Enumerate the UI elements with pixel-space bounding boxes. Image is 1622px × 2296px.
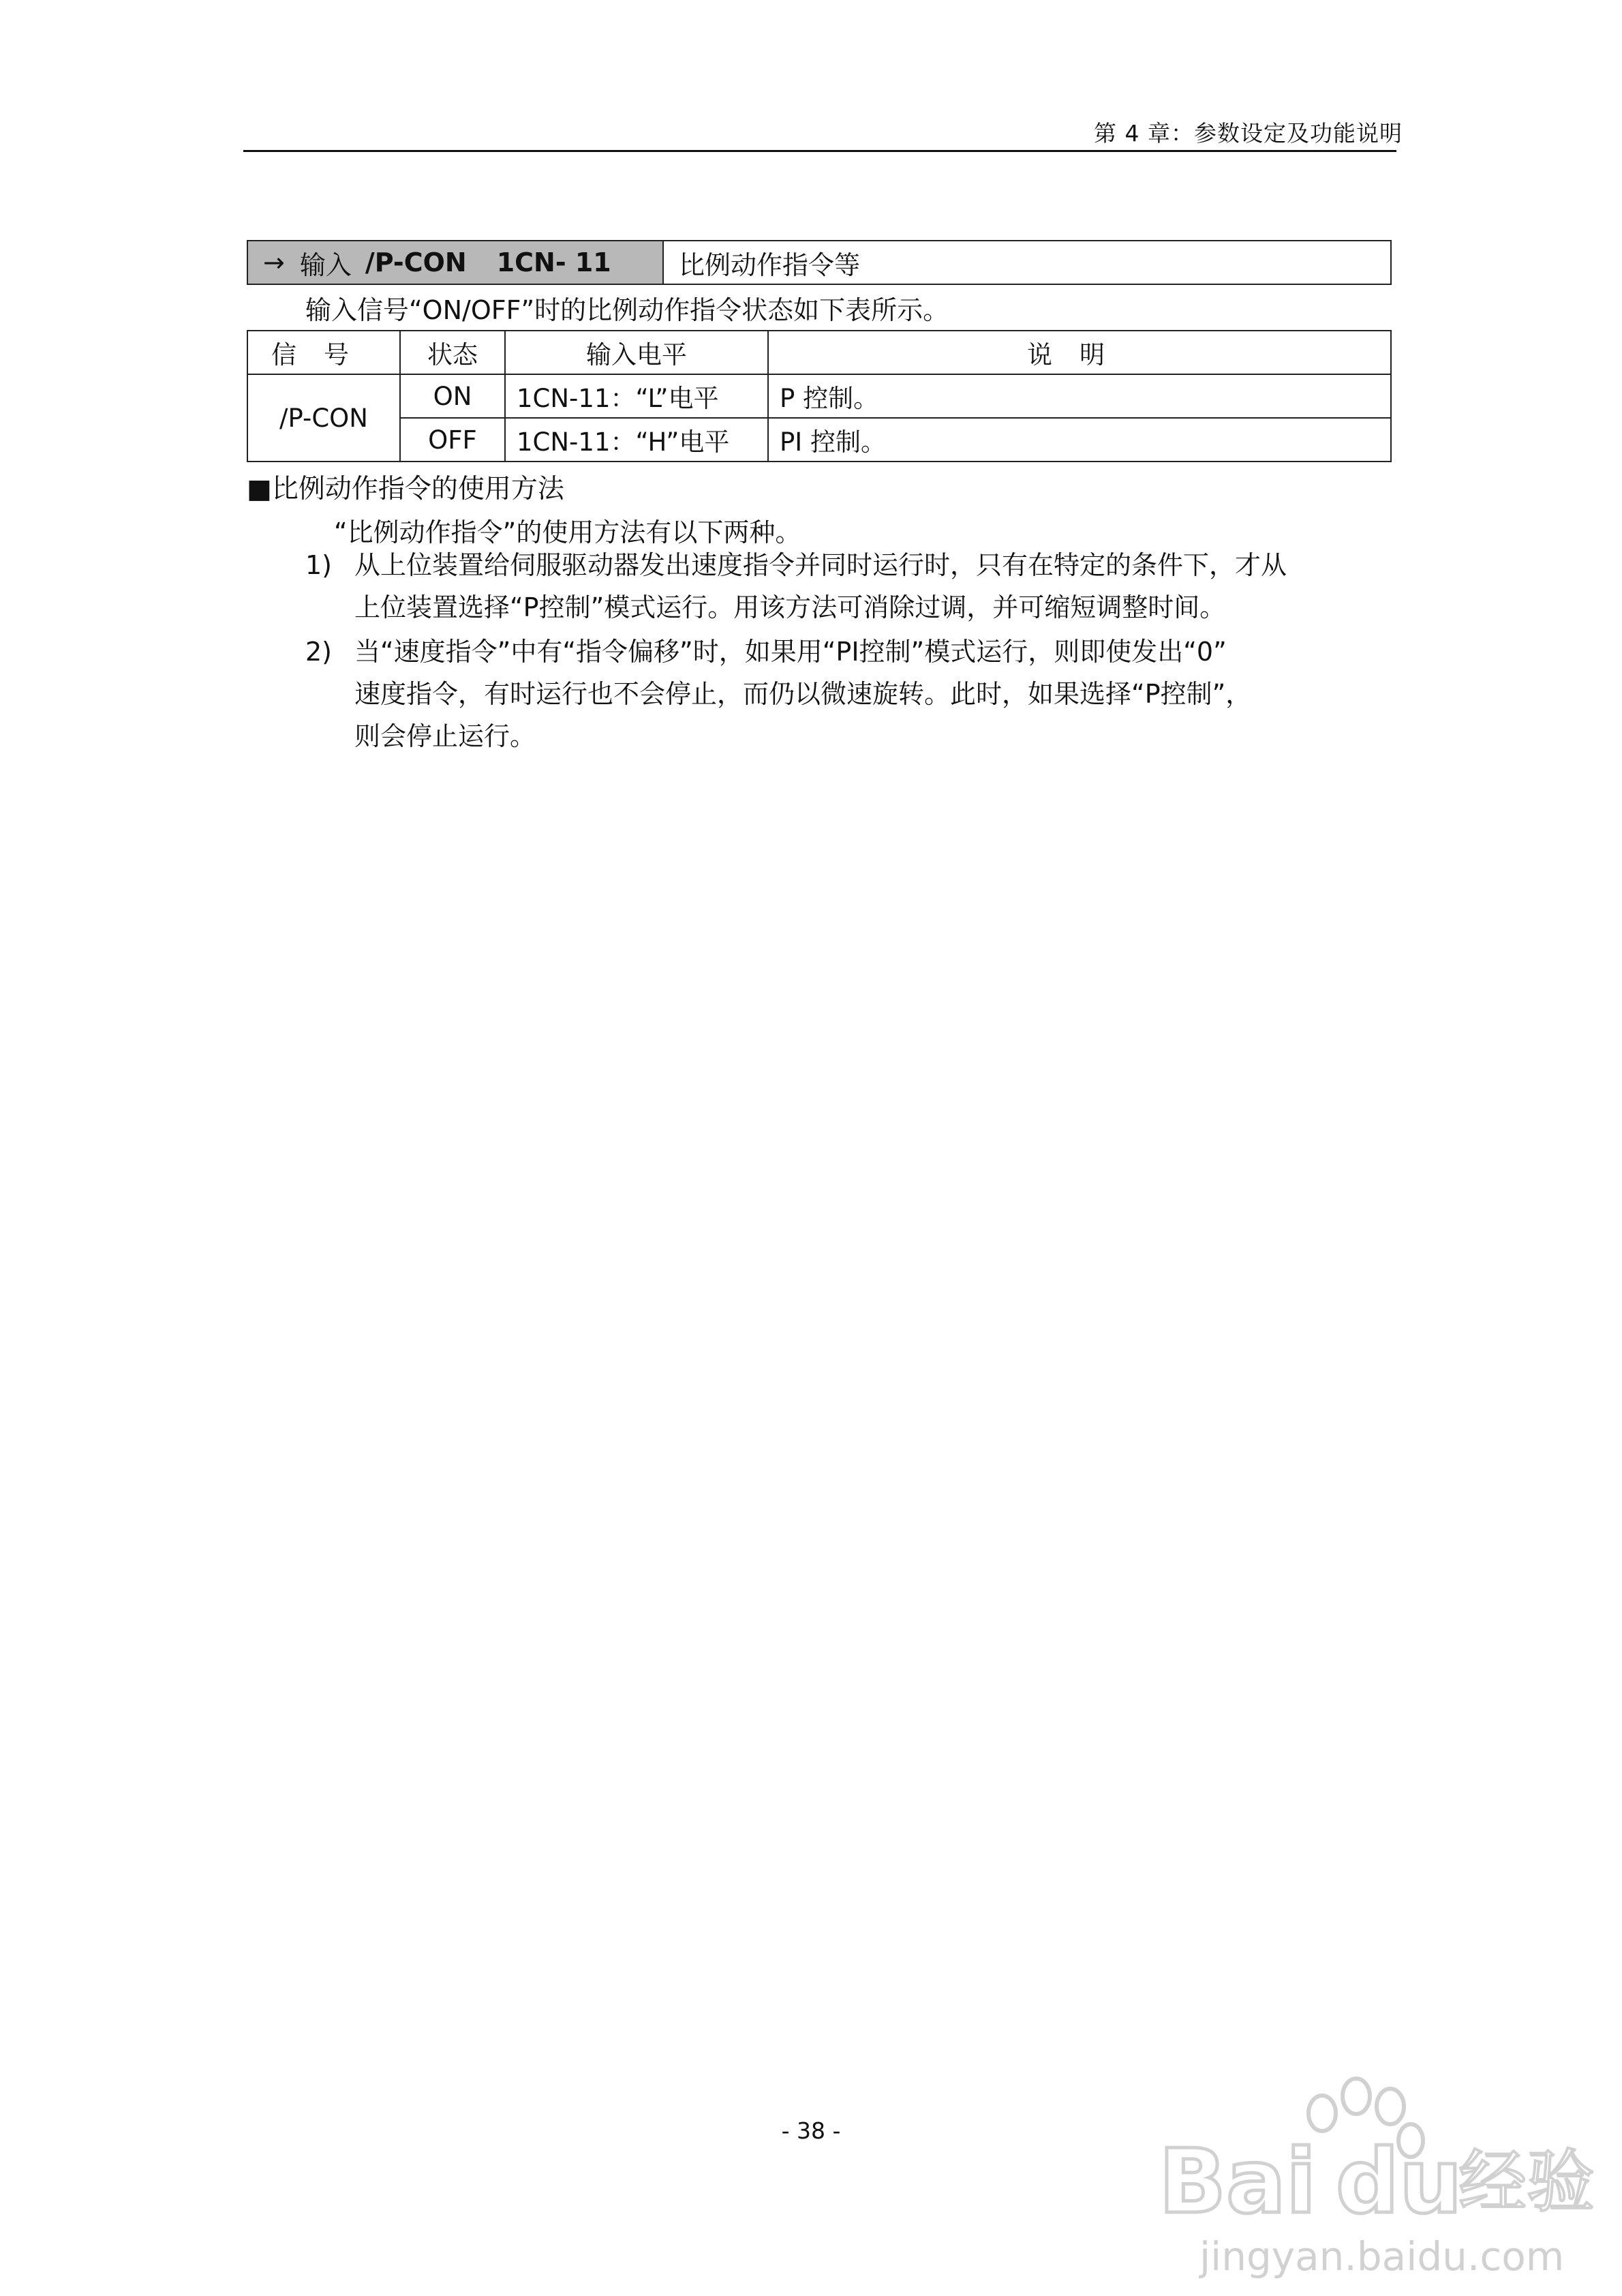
table-row bbox=[247, 418, 1391, 462]
state-cell: OFF bbox=[400, 418, 505, 462]
section-lead: “比例动作指令”的使用方法有以下两种。 bbox=[334, 517, 801, 547]
table-row bbox=[247, 374, 1391, 418]
signal-table bbox=[247, 330, 1392, 462]
text-line: 当“速度指令”中有“指令偏移”时，如果用“PI控制”模式运行，则即使发出“0” bbox=[354, 637, 1227, 667]
param-signal: /P-CON bbox=[365, 247, 467, 277]
svg-text:Bai: Bai bbox=[1159, 2130, 1317, 2233]
header-signal: 信号 bbox=[247, 331, 400, 374]
list-item-text bbox=[354, 544, 1404, 629]
list-item-number: 2) bbox=[305, 637, 333, 667]
arrow-icon: → bbox=[263, 247, 285, 277]
header-desc: 说明 bbox=[768, 331, 1391, 374]
level-cell: 1CN-11：“H”电平 bbox=[505, 418, 768, 462]
svg-text:经验: 经验 bbox=[1458, 2142, 1595, 2222]
text-line: 从上位装置给伺服驱动器发出速度指令并同时运行时，只有在特定的条件下，才从 bbox=[354, 550, 1287, 580]
param-box-left bbox=[248, 241, 664, 284]
level-cell: 1CN-11：“L”电平 bbox=[505, 374, 768, 418]
header-level: 输入电平 bbox=[505, 331, 768, 374]
list-item-number: 1) bbox=[305, 550, 333, 580]
list-item-text bbox=[354, 631, 1404, 757]
page-header-title: 第 4 章：参数设定及功能说明 bbox=[1094, 120, 1403, 147]
page-number: - 38 - bbox=[781, 2117, 841, 2144]
table-header-row bbox=[247, 331, 1391, 374]
text-line: 上位装置选择“P控制”模式运行。用该方法可消除过调，并可缩短调整时间。 bbox=[354, 592, 1226, 622]
svg-text:du: du bbox=[1336, 2130, 1463, 2233]
section-heading: ■比例动作指令的使用方法 bbox=[247, 474, 564, 504]
baidu-watermark-logo bbox=[1118, 2066, 1608, 2284]
param-box bbox=[247, 240, 1392, 285]
text-line: 速度指令，有时运行也不会停止，而仍以微速旋转。此时，如果选择“P控制”， bbox=[354, 679, 1252, 709]
param-input-label: 输入 bbox=[299, 250, 352, 280]
header-rule bbox=[243, 150, 1396, 152]
param-description: 比例动作指令等 bbox=[679, 250, 861, 280]
text-line: 则会停止运行。 bbox=[354, 721, 536, 751]
svg-text:jingyan.baidu.com: jingyan.baidu.com bbox=[1199, 2233, 1565, 2280]
intro-text: 输入信号“ON/OFF”时的比例动作指令状态如下表所示。 bbox=[305, 295, 949, 325]
param-pin: 1CN- 11 bbox=[496, 247, 611, 277]
signal-cell: /P-CON bbox=[247, 374, 400, 462]
desc-cell: PI 控制。 bbox=[768, 418, 1391, 462]
header-state: 状态 bbox=[400, 331, 505, 374]
desc-cell: P 控制。 bbox=[768, 374, 1391, 418]
state-cell: ON bbox=[400, 374, 505, 418]
